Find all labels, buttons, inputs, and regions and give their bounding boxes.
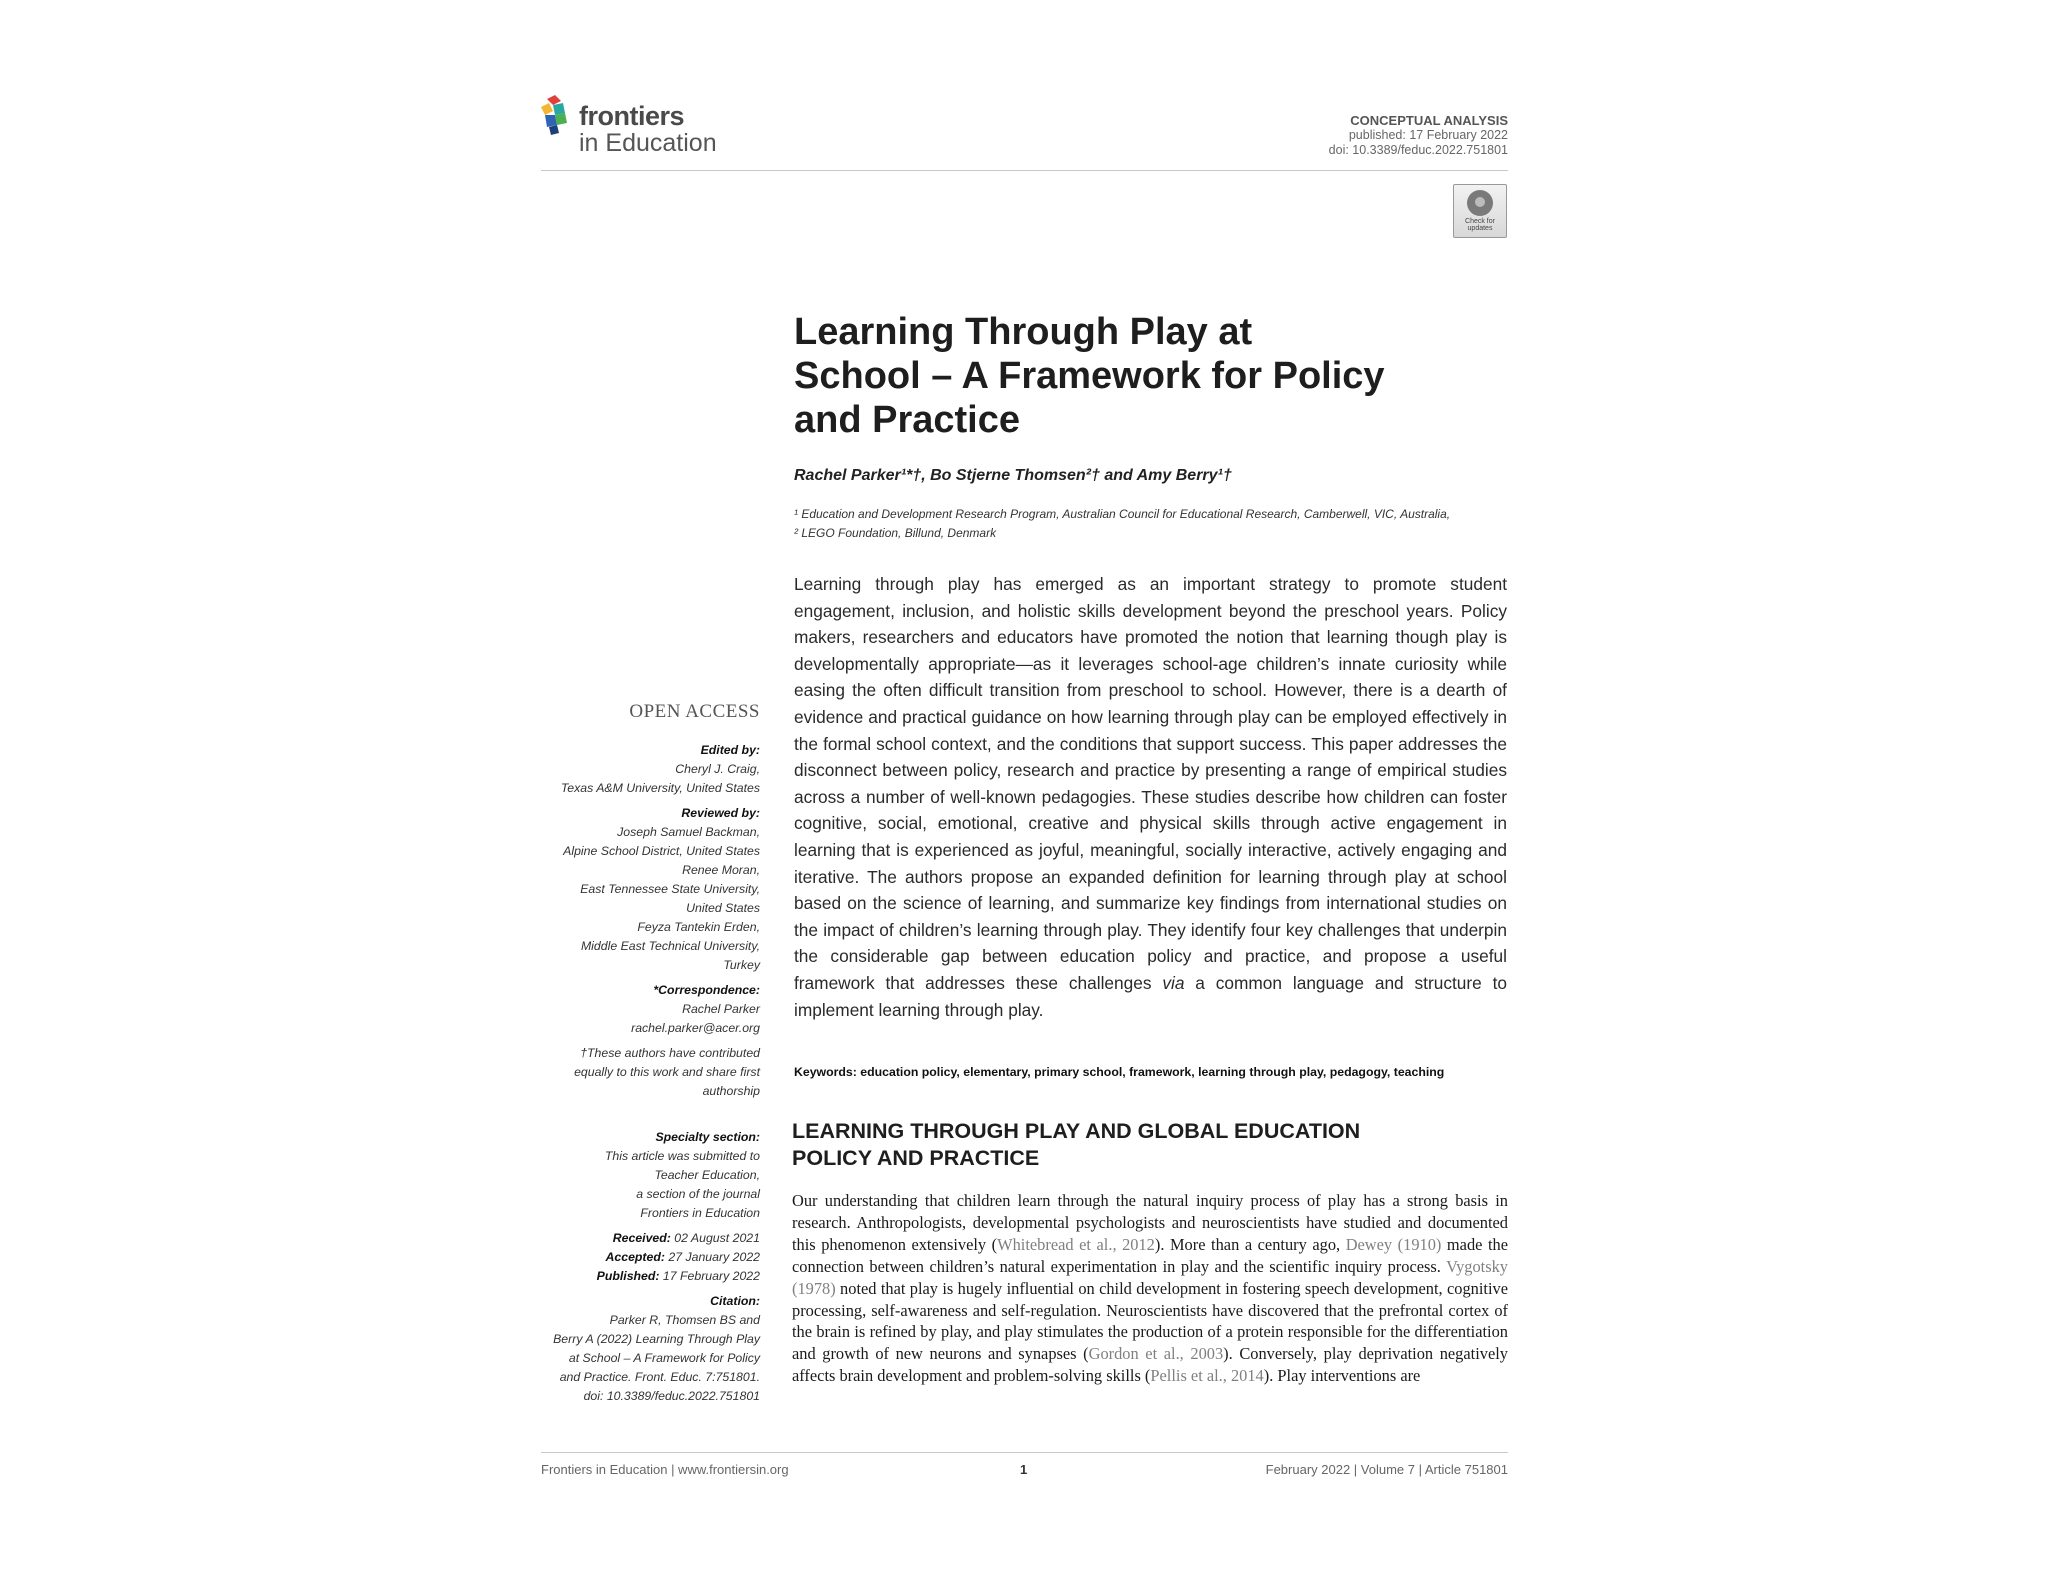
body-paragraph — [792, 1190, 1508, 1387]
accepted-row — [530, 1248, 760, 1267]
received-row — [530, 1229, 760, 1248]
title-line: Learning Through Play at — [794, 311, 1253, 353]
check-for-updates-button[interactable] — [1453, 184, 1507, 238]
reviewer-line: Alpine School District, United States — [563, 844, 760, 858]
footer-divider — [541, 1452, 1508, 1453]
correspondence-name: Rachel Parker — [682, 1002, 760, 1016]
affiliation-2: ² LEGO Foundation, Billund, Denmark — [794, 526, 997, 540]
reviewer-line: Joseph Samuel Backman, — [617, 825, 760, 839]
specialty-line: This article was submitted to — [604, 1149, 760, 1163]
reviewed-by-label: Reviewed by: — [681, 806, 760, 820]
footer-volume: February 2022 | Volume 7 | Article 751801 — [1265, 1462, 1508, 1477]
keywords-list: education policy, elementary, primary school, framework, learning through play, pedagogy, teaching — [856, 1065, 1445, 1079]
header-divider — [541, 170, 1508, 171]
journal-subname: in Education — [579, 129, 717, 157]
article-title — [794, 310, 1494, 442]
frontiers-cube-icon — [541, 95, 575, 135]
check-updates-label: Check for updates — [1465, 218, 1495, 232]
abstract-italic: via — [1162, 972, 1185, 993]
reviewer-line: East Tennessee State University, — [580, 882, 760, 896]
accepted-date: 27 January 2022 — [664, 1250, 760, 1264]
specialty-line: Frontiers in Education — [640, 1206, 760, 1220]
keywords — [794, 1065, 1444, 1079]
reviewer-line: Turkey — [723, 958, 760, 972]
author-list[interactable]: Rachel Parker¹*†, Bo Stjerne Thomsen²† and Amy Berry¹† — [794, 467, 1232, 484]
published-row — [530, 1267, 760, 1286]
abstract-text: Learning through play has emerged as an important strategy to promote student engagement, inclusion, and holistic skills development beyond the preschool years. Policy makers, researchers and educators have promoted the notion that learning though play is developmentally appropriate—as it leverages school-age children’s innate curiosity while easing the often difficult transition from preschool to school. However, there is a dearth of evidence and practical guidance on how learning through play can be employed effectively in the formal school context, and the conditions that support success. This paper addresses the disconnect between policy, research and practice by presenting a range of empirical studies across a number of well-known pedagogies. These studies describe how children can foster cognitive, social, emotional, creative and physical skills through active engagement in learning that is experienced as joyful, meaningful, socially interactive, actively engaging and iterative. The authors propose an expanded definition for learning through play at school based on the science of learning, and summarize key findings from international studies on the impact of children’s learning through play. They identify four key challenges that underpin the considerable gap between education policy and practice, and propose a useful framework that addresses these challenges — [794, 574, 1507, 993]
edited-by-label: Edited by: — [700, 743, 760, 757]
published-label: Published: — [596, 1269, 660, 1283]
body-text: noted that play is hugely influential on child development in fostering speech development, cognitive processing, self-awareness and self-regulation. Neuroscientists have discovered that the prefrontal cortex of the brain is refined by play, and play stimulates the production of a protein responsible for the differentiation and growth of new neurons and synapses ( — [792, 1278, 1508, 1364]
citation-link[interactable]: Pellis et al., 2014 — [1150, 1366, 1264, 1386]
abstract — [794, 571, 1507, 1023]
citation-line: Parker R, Thomsen BS and — [609, 1313, 760, 1327]
body-text: made the connection between children’s natural experimentation in play and the scientific inquiry process. — [792, 1234, 1509, 1276]
contribution-note: authorship — [702, 1084, 760, 1098]
citation-link[interactable]: Vygotsky (1978) — [792, 1256, 1508, 1298]
reviewer-line: United States — [686, 901, 760, 915]
specialty-line: a section of the journal — [636, 1187, 760, 1201]
correspondence-email[interactable]: rachel.parker@acer.org — [631, 1021, 760, 1035]
citation-link[interactable]: Gordon et al., 2003 — [1088, 1344, 1224, 1364]
heading-line: LEARNING THROUGH PLAY AND GLOBAL EDUCATION — [792, 1119, 1361, 1143]
article-doi[interactable]: doi: 10.3389/feduc.2022.751801 — [1328, 143, 1508, 157]
citation-line: at School – A Framework for Policy — [568, 1351, 760, 1365]
correspondence-label: *Correspondence: — [653, 983, 760, 997]
specialty-label: Specialty section: — [655, 1130, 760, 1144]
citation-link[interactable]: Dewey (1910) — [1345, 1234, 1442, 1254]
received-label: Received: — [612, 1231, 671, 1245]
title-line: School – A Framework for Policy — [794, 355, 1385, 397]
editor-affiliation: Texas A&M University, United States — [560, 781, 760, 795]
sidebar-article-info — [530, 1128, 760, 1406]
specialty-line: Teacher Education, — [654, 1168, 760, 1182]
title-line: and Practice — [794, 399, 1020, 441]
abstract-text: a common language and structure to implement learning through play. — [794, 972, 1507, 1020]
received-date: 02 August 2021 — [670, 1231, 760, 1245]
citation-link[interactable]: Whitebread et al., 2012 — [997, 1234, 1155, 1254]
reviewer-line: Middle East Technical University, — [580, 939, 760, 953]
contribution-note: †These authors have contributed — [580, 1046, 760, 1060]
affiliations — [794, 505, 1450, 543]
article-type: CONCEPTUAL ANALYSIS — [1350, 113, 1508, 128]
heading-line: POLICY AND PRACTICE — [792, 1146, 1040, 1170]
journal-name: frontiers — [579, 101, 685, 131]
citation-label: Citation: — [710, 1294, 760, 1308]
body-text: ). More than a century ago, — [1154, 1234, 1346, 1254]
article-meta — [1329, 113, 1508, 158]
citation-line: Berry A (2022) Learning Through Play — [553, 1332, 760, 1346]
editor-name: Cheryl J. Craig, — [675, 762, 760, 776]
open-access-label: OPEN ACCESS — [629, 701, 760, 722]
contribution-note: equally to this work and share first — [574, 1065, 760, 1079]
keywords-label: Keywords: — [794, 1065, 857, 1079]
reviewer-line: Feyza Tantekin Erden, — [637, 920, 760, 934]
body-text: ). Play interventions are — [1263, 1366, 1421, 1386]
published-date-sidebar: 17 February 2022 — [659, 1269, 760, 1283]
footer-journal[interactable]: Frontiers in Education | www.frontiersin.org — [541, 1462, 789, 1477]
reviewer-line: Renee Moran, — [682, 863, 760, 877]
sidebar-editors — [530, 741, 760, 1101]
bookmark-icon — [1467, 190, 1493, 216]
published-date: published: 17 February 2022 — [1348, 128, 1508, 142]
citation-line: and Practice. Front. Educ. 7:751801. — [559, 1370, 760, 1384]
page-number: 1 — [1020, 1462, 1028, 1477]
section-heading — [792, 1118, 1432, 1172]
body-text: Our understanding that children learn through the natural inquiry process of play has a strong basis in research. Anthropologists, developmental psychologists and neuroscientists have studied and documented this phenomenon extensively ( — [792, 1191, 1508, 1254]
affiliation-1: ¹ Education and Development Research Program, Australian Council for Educational Research, Camberwell, VIC, Australia, — [794, 507, 1451, 521]
body-text: ). Conversely, play deprivation negatively affects brain development and problem-solving skills ( — [792, 1344, 1508, 1386]
accepted-label: Accepted: — [605, 1250, 665, 1264]
citation-doi[interactable]: doi: 10.3389/feduc.2022.751801 — [583, 1389, 760, 1403]
journal-logo[interactable] — [541, 95, 741, 159]
